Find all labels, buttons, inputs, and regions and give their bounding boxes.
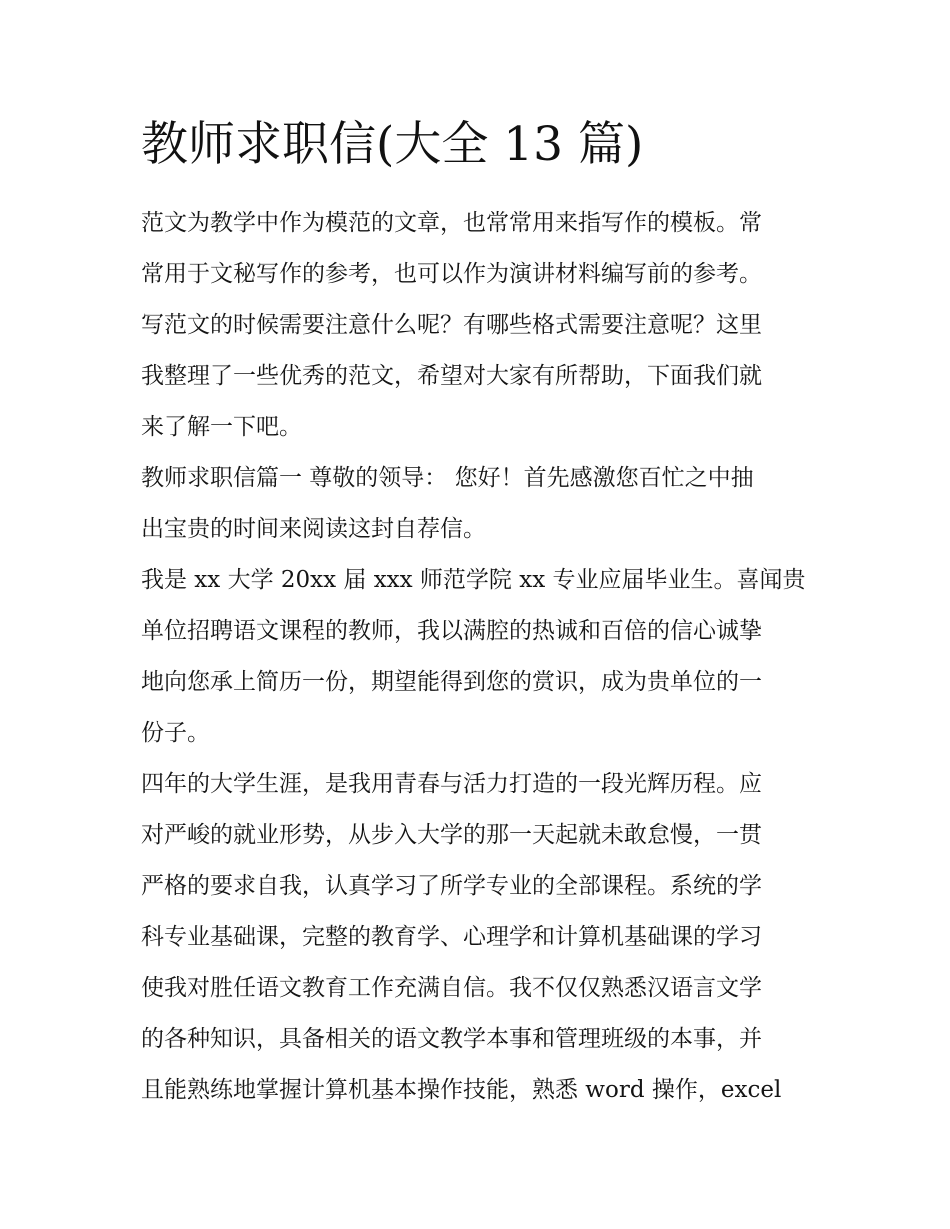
body-line: 单位招聘语文课程的教师，我以满腔的热诚和百倍的信心诚挚 (141, 618, 762, 644)
body-line: 四年的大学生涯，是我用青春与活力打造的一段光辉历程。应 (141, 771, 762, 797)
body-line: 科专业基础课，完整的教育学、心理学和计算机基础课的学习 (141, 924, 762, 950)
body-line: 对严峻的就业形势，从步入大学的那一天起就未敢怠慢，一贯 (141, 822, 762, 848)
document-title: 教师求职信(大全 13 篇) (141, 117, 644, 172)
body-line: 来了解一下吧。 (141, 414, 302, 440)
body-line: 的各种知识，具备相关的语文教学本事和管理班级的本事，并 (141, 1026, 762, 1052)
body-line: 且能熟练地掌握计算机基本操作技能，熟悉 word 操作，excel (141, 1077, 782, 1103)
body-line: 教师求职信篇一 尊敬的领导： 您好！首先感激您百忙之中抽 (141, 465, 754, 491)
body-line: 我是 xx 大学 20xx 届 xxx 师范学院 xx 专业应届毕业生。喜闻贵 (141, 567, 806, 593)
body-line: 范文为教学中作为模范的文章，也常常用来指写作的模板。常 (141, 210, 762, 236)
body-line: 严格的要求自我，认真学习了所学专业的全部课程。系统的学 (141, 873, 762, 899)
body-line: 我整理了一些优秀的范文，希望对大家有所帮助，下面我们就 (141, 363, 762, 389)
body-line: 份子。 (141, 720, 210, 746)
body-line: 常用于文秘写作的参考，也可以作为演讲材料编写前的参考。 (141, 261, 762, 287)
body-line: 写范文的时候需要注意什么呢？有哪些格式需要注意呢？这里 (141, 312, 762, 338)
body-line: 出宝贵的时间来阅读这封自荐信。 (141, 516, 486, 542)
body-line: 地向您承上简历一份，期望能得到您的赏识，成为贵单位的一 (141, 669, 762, 695)
body-line: 使我对胜任语文教育工作充满自信。我不仅仅熟悉汉语言文学 (141, 975, 762, 1001)
